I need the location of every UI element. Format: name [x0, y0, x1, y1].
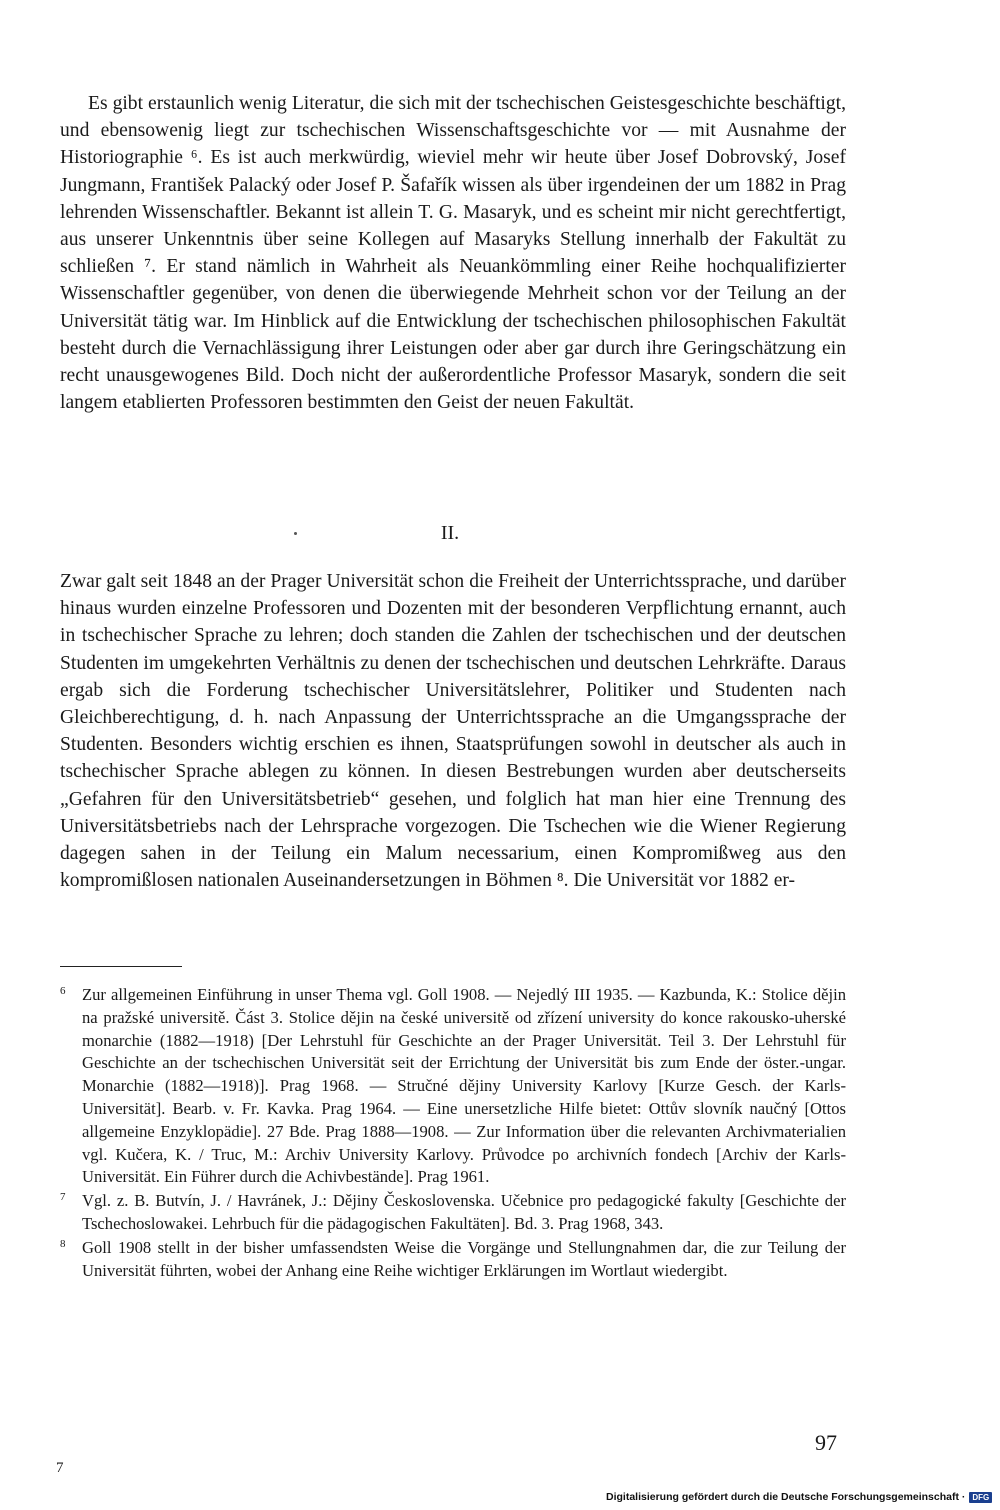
paragraph-text: Es gibt erstaunlich wenig Literatur, die sich mit der tschechischen Geistesgeschichte beschäftigt, und ebensowenig liegt zur tschechischen Wissenschaftsgeschichte vor — mit Ausnahme der Historiographie ⁶. Es ist auch merkwürdig, wieviel mehr wir heute über Josef Dobrovský, Josef Jungmann, František Palacký oder Josef P. Šafařík wissen als über irgendeinen der um 1882 in Prag lehrenden Wissenschaftler. Bekannt ist allein T. G. Masaryk, und es scheint mir nicht gerechtfertigt, aus unserer Unkenntnis über seine Kollegen auf Masaryks Stellung innerhalb der Fakultät zu schließen ⁷. Er stand nämlich in Wahrheit als Neuankömmling einer Reihe hochqualifizierter Wissenschaftler gegenüber, von denen die überwiegende Mehrheit schon vor der Teilung an der Universität tätig war. Im Hinblick auf die Entwicklung der tschechischen philosophischen Fakultät besteht durch die Vernachlässigung ihrer Leistungen oder aber gar durch ihre Geringschätzung ein recht unausgewogenes Bild. Doch nicht der außerordentliche Professor Masaryk, sondern die seit langem etablierten Professoren bestimmten den Geist der neuen Fakultät. — [60, 93, 846, 414]
paragraph-text: Zwar galt seit 1848 an der Prager Universität schon die Freiheit der Unterrichtssprache, und darüber hinaus wurden einzelne Professoren und Dozenten mit der besonderen Verpflichtung ernannt, auch in tschechischer Sprache zu lehren; doch standen die Zahlen der tschechischen und der deutschen Studenten im umgekehrten Verhältnis zu denen der tschechischen und deutschen Lehrkräfte. Daraus ergab sich die Forderung tschechischer Universitätslehrer, Politiker und Studenten nach Gleichberechtigung, d. h. nach Anpassung der Unterrichtssprache an die Umgangssprache der Studenten. Besonders wichtig erschien es ihnen, Staatsprüfungen sowohl in deutscher als auch in tschechischer Sprache ablegen zu können. In diesen Bestrebungen wurden aber deutscherseits „Gefahren für den Universitätsbetrieb“ gesehen, und folglich hat man hier eine Trennung des Universitätsbetriebs nach der Lehrsprache vorgezogen. Die Tschechen wie die Wiener Regierung dagegen sahen in der Teilung ein Malum necessarium, einen Kompromißweg aus den kompromißlosen nationalen Auseinandersetzungen in Böhmen ⁸. Die Universität vor 1882 er- — [60, 571, 846, 892]
footnote-number: 6 — [60, 985, 66, 997]
funding-note — [606, 1490, 992, 1504]
funding-text: Digitalisierung gefördert durch die Deutsche Forschungsgemeinschaft · — [606, 1491, 966, 1503]
footnote-6 — [60, 984, 846, 1189]
body-paragraph-1 — [60, 90, 846, 416]
footnote-number: 8 — [60, 1237, 66, 1250]
footnote-text: Vgl. z. B. Butvín, J. / Havránek, J.: Dějiny Československa. Učebnice pro pedagogické fakulty [Geschichte der Tschechoslowakei. Lehrbuch für die pädagogischen Fakultäten]. Bd. 3. Prag 1968, 343. — [82, 1191, 846, 1233]
body-paragraph-2 — [60, 568, 846, 894]
footnote-text: Zur allgemeinen Einführung in unser Thema vgl. Goll 1908. — Nejedlý III 1935. — Kazbunda, K.: Stolice dějin na pražské universitě. Část 3. Stolice dějin na české universitě od zřízení university do konce rakousko-uherské monarchie (1882—1918) [Der Lehrstuhl für Geschichte an der Prager Universität. Teil 3. Der Lehrstuhl für Geschichte an der tschechischen Universität seit der Errichtung der Universität bis zum Ende der öster.-ungar. Monarchie (1882—1918)]. Prag 1968. — Stručné dějiny University Karlovy [Kurze Gesch. der Karls-Universität]. Bearb. v. Fr. Kavka. Prag 1964. — Eine unersetzliche Hilfe bietet: Ottův slovník naučný [Ottos allgemeine Enzyklopädie]. 27 Bde. Prag 1888—1908. — Zur Information über die relevanten Archivmaterialien vgl. Kučera, K. / Truc, M.: Archiv University Karlovy. Průvodce po archivních fondech [Archiv der Karls-Universität. Ein Führer durch die Achivbestände]. Prag 1961. — [82, 985, 846, 1187]
footnote-7 — [60, 1190, 846, 1236]
scan-speck — [294, 532, 297, 535]
signature-mark: 7 — [56, 1460, 64, 1476]
footnotes — [60, 984, 846, 1283]
footnote-number: 7 — [60, 1191, 66, 1204]
footnote-text: Goll 1908 stellt in der bisher umfassendsten Weise die Vorgänge und Stellungnahmen dar, die zur Teilung der Universität führten, wobei der Anhang eine Reihe wichtiger Erklärungen im Wortlaut wiedergibt. — [82, 1237, 846, 1280]
page-number: 97 — [815, 1430, 837, 1455]
footnote-8 — [60, 1237, 846, 1283]
section-heading: II. — [440, 522, 460, 544]
footnote-separator — [60, 966, 182, 967]
dfg-logo-icon: DFG — [969, 1492, 992, 1503]
